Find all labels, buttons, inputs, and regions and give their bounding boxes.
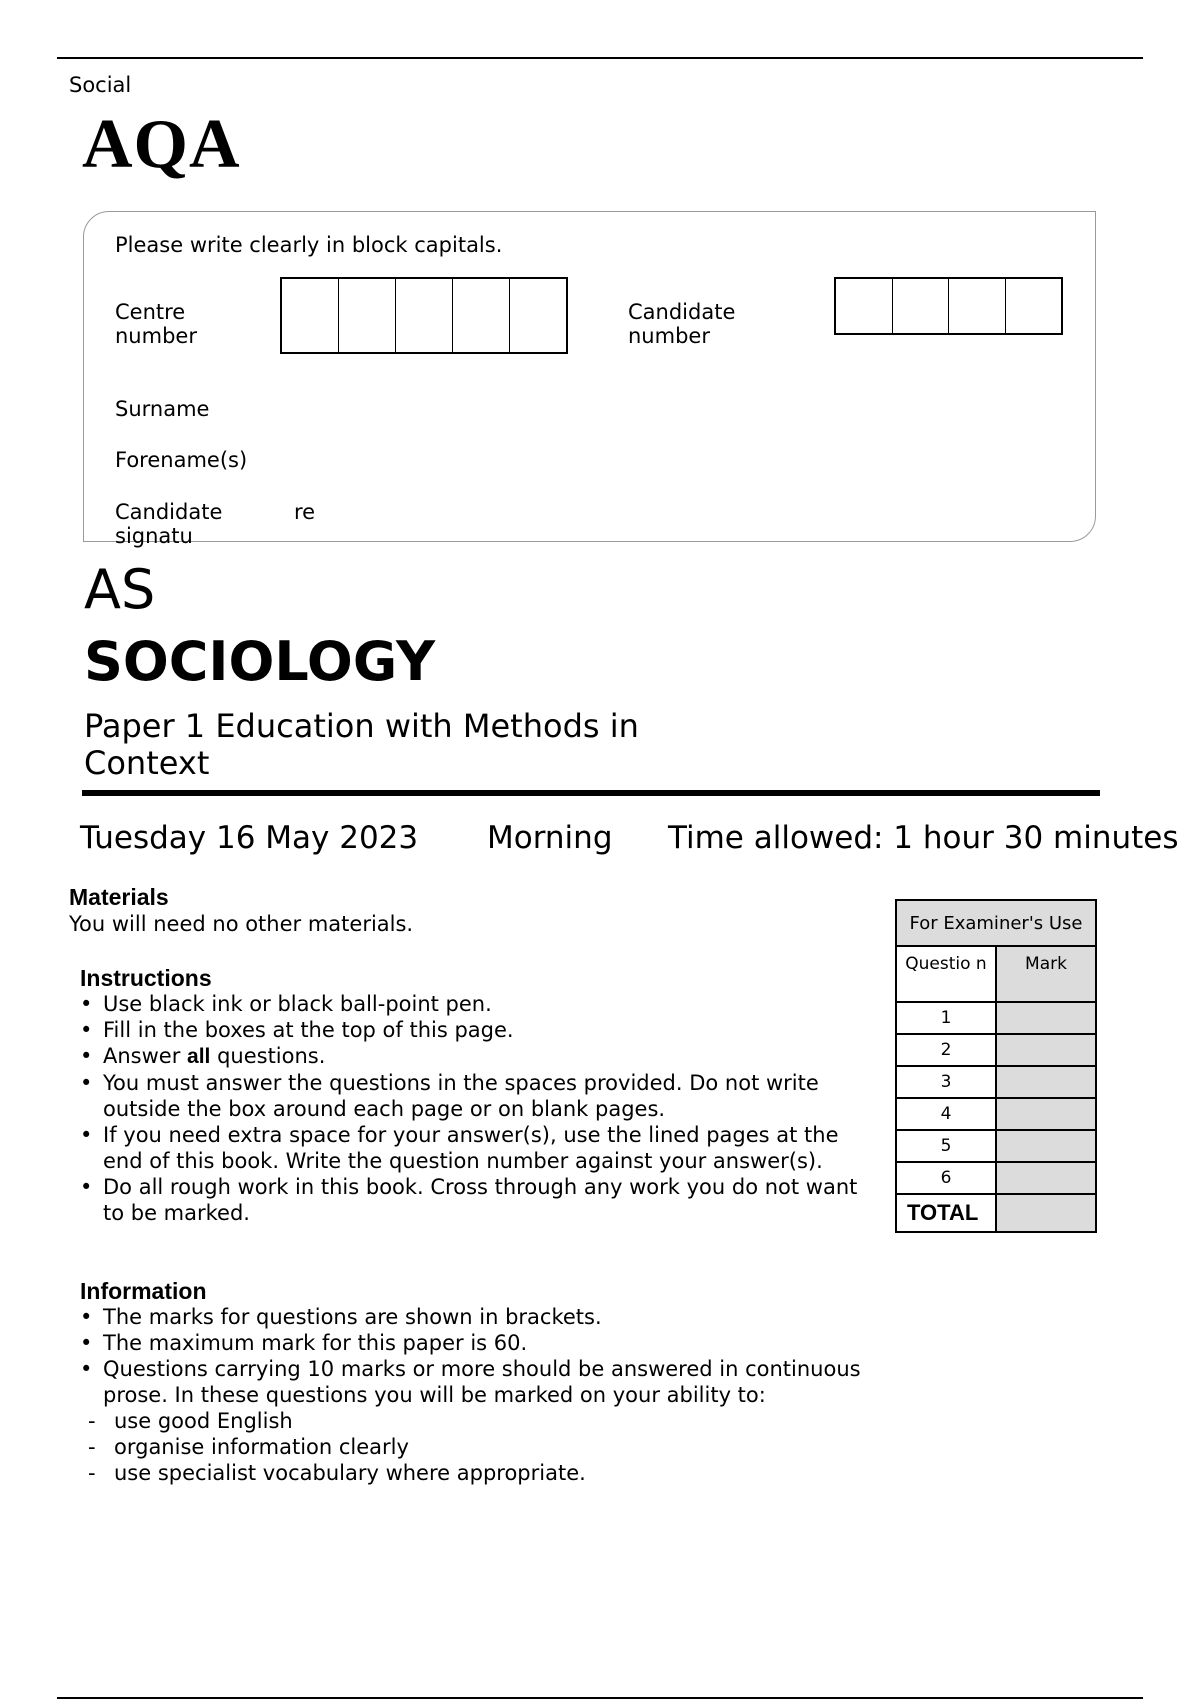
information-sub-item: - use specialist vocabulary where appropriate. bbox=[80, 1460, 870, 1486]
qualification-level: AS bbox=[84, 558, 156, 621]
question-number: 4 bbox=[896, 1098, 996, 1130]
forenames-label: Forename(s) bbox=[115, 448, 248, 472]
mark-column-header: Mark bbox=[996, 946, 1096, 1002]
information-sub-item: - organise information clearly bbox=[80, 1434, 870, 1460]
instructions-list bbox=[80, 991, 870, 1226]
bottom-rule bbox=[57, 1697, 1143, 1699]
question-column-header: Questio n bbox=[896, 946, 996, 1002]
signature-label: Candidate signatu bbox=[115, 500, 223, 548]
mark-cell bbox=[996, 1034, 1096, 1066]
information-list bbox=[80, 1304, 870, 1486]
exam-session: Morning bbox=[487, 820, 613, 856]
exam-date: Tuesday 16 May 2023 bbox=[80, 820, 419, 856]
instruction-item: • Answer all questions. bbox=[80, 1043, 870, 1070]
question-number: 2 bbox=[896, 1034, 996, 1066]
surname-label: Surname bbox=[115, 397, 210, 421]
question-number: 6 bbox=[896, 1162, 996, 1194]
materials-heading: Materials bbox=[69, 884, 169, 910]
examiner-table-title: For Examiner's Use bbox=[896, 900, 1096, 946]
centre-number-box[interactable] bbox=[396, 279, 453, 352]
information-item: • The marks for questions are shown in brackets. bbox=[80, 1304, 870, 1330]
centre-number-boxes[interactable] bbox=[280, 277, 568, 354]
mark-cell bbox=[996, 1130, 1096, 1162]
candidate-number-box[interactable] bbox=[1006, 279, 1062, 333]
candidate-number-box[interactable] bbox=[949, 279, 1006, 333]
information-sub-item: - use good English bbox=[80, 1408, 870, 1434]
examiner-use-table bbox=[895, 899, 1097, 1233]
instruction-item: • Do all rough work in this book. Cross through any work you do not want to be marked. bbox=[80, 1174, 870, 1226]
candidate-number-boxes[interactable] bbox=[834, 277, 1063, 335]
subject-title: SOCIOLOGY bbox=[84, 630, 436, 693]
mark-cell bbox=[996, 1162, 1096, 1194]
candidate-number-box[interactable] bbox=[893, 279, 950, 333]
candidate-number-box[interactable] bbox=[836, 279, 893, 333]
candidate-details-panel bbox=[83, 211, 1096, 542]
aqa-logo: AQA bbox=[82, 106, 241, 183]
centre-number-box[interactable] bbox=[453, 279, 510, 352]
time-allowed: Time allowed: 1 hour 30 minutes bbox=[668, 820, 1179, 856]
mark-cell bbox=[996, 1002, 1096, 1034]
signature-label-fragment: re bbox=[294, 500, 316, 524]
information-item: • Questions carrying 10 marks or more should be answered in continuous prose. In these questions you will be marked on your ability to: bbox=[80, 1356, 870, 1408]
total-mark-cell bbox=[996, 1194, 1096, 1232]
instruction-item: • Use black ink or black ball-point pen. bbox=[80, 991, 870, 1017]
mark-cell bbox=[996, 1066, 1096, 1098]
question-number: 5 bbox=[896, 1130, 996, 1162]
header-label: Social bbox=[69, 73, 132, 97]
instructions-heading: Instructions bbox=[80, 965, 212, 991]
question-number: 1 bbox=[896, 1002, 996, 1034]
instruction-item: • Fill in the boxes at the top of this page. bbox=[80, 1017, 870, 1043]
mark-cell bbox=[996, 1098, 1096, 1130]
centre-number-label: Centre number bbox=[115, 300, 197, 348]
instruction-item: • If you need extra space for your answer(s), use the lined pages at the end of this book. Write the question number against your answer(s). bbox=[80, 1122, 870, 1174]
block-capitals-instruction: Please write clearly in block capitals. bbox=[115, 233, 503, 257]
total-label: TOTAL bbox=[896, 1194, 996, 1232]
information-heading: Information bbox=[80, 1278, 207, 1304]
centre-number-box[interactable] bbox=[339, 279, 396, 352]
materials-text: You will need no other materials. bbox=[69, 912, 414, 936]
paper-title: Paper 1 Education with Methods in Context bbox=[84, 707, 639, 782]
information-item: • The maximum mark for this paper is 60. bbox=[80, 1330, 870, 1356]
centre-number-box[interactable] bbox=[510, 279, 566, 352]
candidate-number-label: Candidate number bbox=[628, 300, 736, 348]
top-rule bbox=[57, 57, 1143, 59]
centre-number-box[interactable] bbox=[282, 279, 339, 352]
instruction-item: • You must answer the questions in the spaces provided. Do not write outside the box around each page or on blank pages. bbox=[80, 1070, 870, 1122]
question-number: 3 bbox=[896, 1066, 996, 1098]
title-divider bbox=[82, 790, 1100, 796]
